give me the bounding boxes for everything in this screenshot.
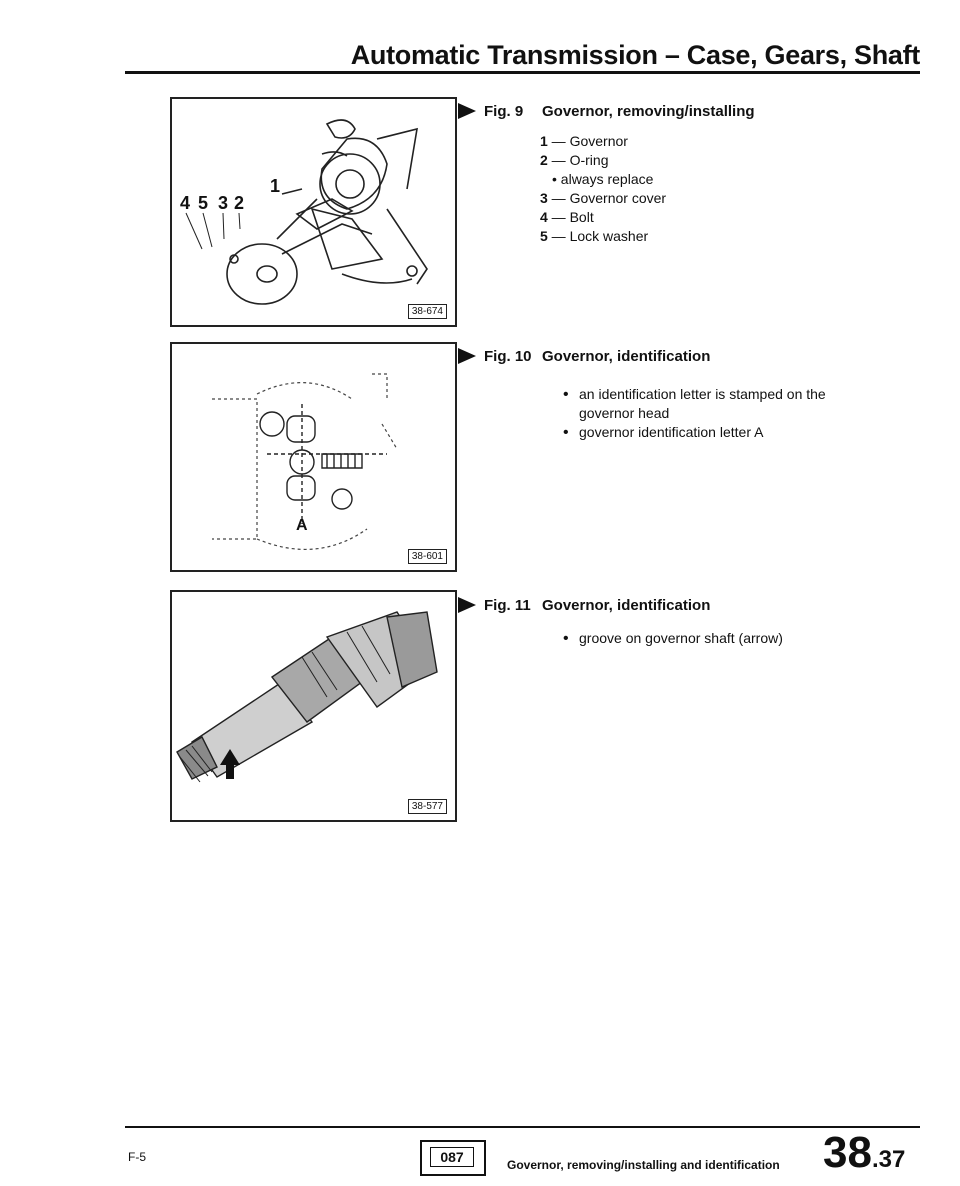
callout-4: 4 bbox=[180, 193, 191, 213]
footer-caption: Governor, removing/installing and identification bbox=[507, 1158, 780, 1172]
bullet-item: • governor identification letter A bbox=[563, 423, 883, 442]
play-arrow-icon bbox=[458, 103, 476, 119]
fig-11-bullets bbox=[563, 629, 883, 648]
play-arrow-icon bbox=[458, 597, 476, 613]
fig-11-label: Fig. 11 bbox=[484, 597, 531, 614]
play-arrow-icon bbox=[458, 348, 476, 364]
callout-2: 2 bbox=[234, 193, 245, 213]
callout-a: A bbox=[296, 517, 308, 534]
figure-9-illustration bbox=[170, 97, 457, 327]
governor-head-drawing bbox=[172, 344, 455, 570]
footer-badge-label: 087 bbox=[430, 1147, 474, 1167]
governor-shaft-drawing bbox=[172, 592, 455, 820]
fig-9-title-text: Governor, removing/installing bbox=[542, 103, 755, 120]
fig-9-title bbox=[458, 103, 755, 120]
figure-11-image-id: 38-577 bbox=[408, 799, 447, 814]
fig-10-bullets bbox=[563, 385, 883, 442]
footer-section-code: F-5 bbox=[128, 1150, 146, 1164]
item-3: 3 — Governor cover bbox=[540, 190, 667, 206]
bullet-item: • an identification letter is stamped on the governor head bbox=[563, 385, 883, 423]
item-4: 4 — Bolt bbox=[540, 209, 594, 225]
item-5: 5 — Lock washer bbox=[540, 228, 649, 244]
footer-rule bbox=[125, 1126, 920, 1128]
callout-3: 3 bbox=[218, 193, 229, 213]
fig-10-title-text: Governor, identification bbox=[542, 348, 711, 365]
figure-10-image-id: 38-601 bbox=[408, 549, 447, 564]
figure-11-illustration bbox=[170, 590, 457, 822]
figure-9-image-id: 38-674 bbox=[408, 304, 447, 319]
item-2-note: • always replace bbox=[552, 171, 654, 187]
bullet-item: • groove on governor shaft (arrow) bbox=[563, 629, 883, 648]
fig-10-title bbox=[458, 348, 710, 365]
fig-9-item-list bbox=[540, 132, 666, 246]
fig-11-title-text: Governor, identification bbox=[542, 597, 711, 614]
callout-5: 5 bbox=[198, 193, 209, 213]
header-rule bbox=[125, 71, 920, 74]
footer-badge bbox=[420, 1140, 486, 1176]
footer-page-number: 38.37 bbox=[823, 1128, 906, 1177]
fig-11-title bbox=[458, 597, 710, 614]
item-1: 1 — Governor bbox=[540, 133, 628, 149]
callout-1: 1 bbox=[270, 176, 281, 196]
page-header-title: Automatic Transmission – Case, Gears, Shaft bbox=[350, 40, 920, 70]
item-2: 2 — O-ring bbox=[540, 152, 609, 168]
figure-10-illustration bbox=[170, 342, 457, 572]
fig-10-label: Fig. 10 bbox=[484, 348, 532, 365]
governor-exploded-drawing bbox=[172, 99, 455, 325]
fig-9-label: Fig. 9 bbox=[484, 103, 524, 120]
